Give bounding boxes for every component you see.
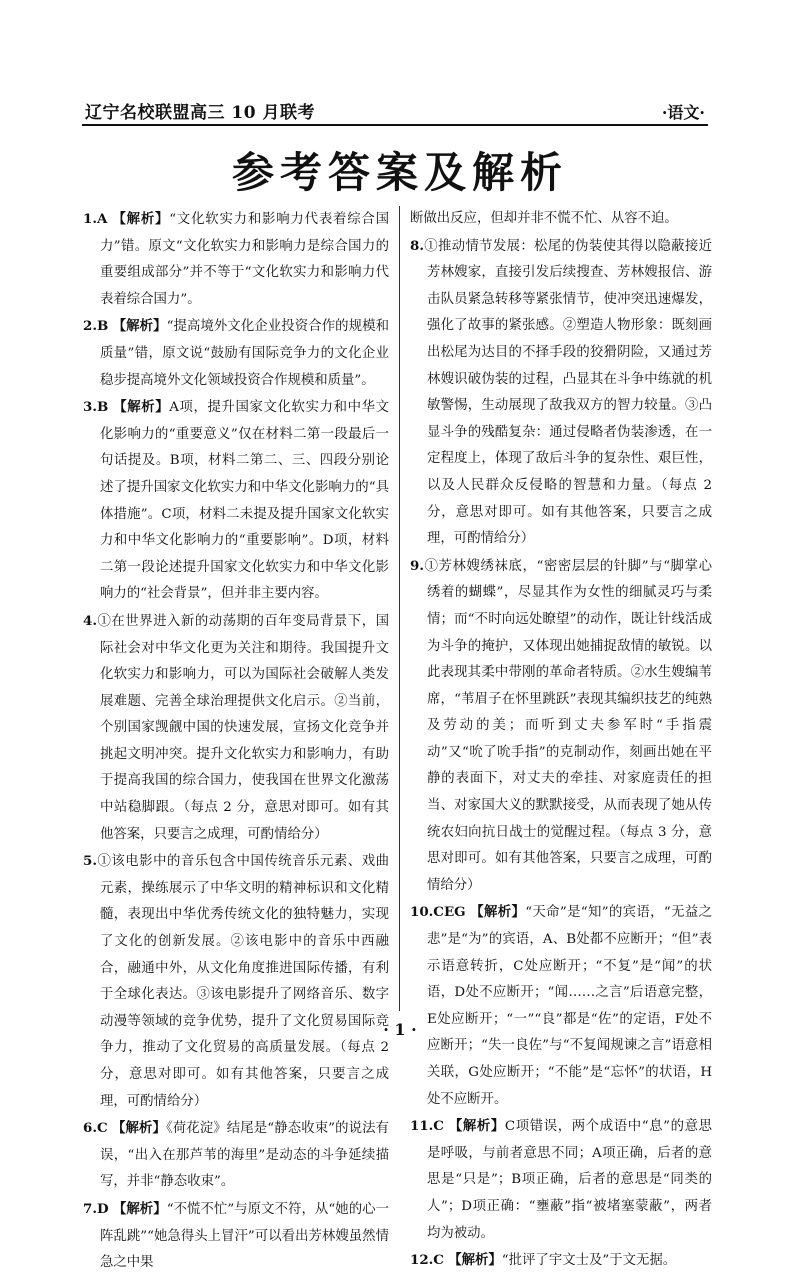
answer-text: “文化软实力和影响力代表着综合国力”错。原文“文化软实力和影响力是综合国力的重要组成部分”并不等于“文化软实力和影响力代表着综合国力”。	[100, 212, 389, 307]
analysis-tag: 【解析】	[448, 1252, 502, 1269]
analysis-tag: 【解析】	[470, 904, 526, 921]
answer-text: “批评了宇文士及”于文无据。	[501, 1253, 677, 1269]
question-number: 7.	[83, 1200, 97, 1217]
answer-text: “提高境外文化企业投资合作的规模和质量”错，原文说“鼓励有国际竞争力的文化企业稳步提高境外文化领域投资合作规模和质量”。	[100, 319, 389, 388]
answer-text: “不慌不忙”与原文不符，从“她的心一阵乱跳”“她急得头上冒汗”可以看出芳林嫂虽然情急之中果	[100, 1201, 389, 1271]
answer-choice: CEG	[433, 904, 466, 921]
answer-item	[83, 848, 389, 1115]
analysis-tag: 【解析】	[113, 399, 170, 416]
answer-text: ①该电影中的音乐包含中国传统音乐元素、戏曲元素，操练展示了中华文明的精神标识和文化精髓，表现出中华优秀传统文化的独特魅力，实现了文化的创新发展。②该电影中的音乐中西融合，融通中外，从文化角度推进国际传播，有利于全球化表达。③该电影提升了网络音乐、数字动漫等领域的竞争优势，提升了文化贸易国际竞争力，推动了文化贸易的高质量发展。（每点 2 分，意思对即可。如有其他答案，只要言之成理，可酌情给分）	[96, 854, 389, 1109]
question-number: 2.	[83, 318, 97, 335]
exam-header-title: 辽宁名校联盟高三 10 月联考	[85, 103, 315, 123]
column-divider	[399, 206, 400, 1011]
answer-item	[410, 1113, 712, 1247]
answer-item	[410, 206, 712, 233]
left-column	[83, 206, 389, 1277]
question-number: 4.	[83, 612, 97, 629]
question-number: 12.	[410, 1252, 434, 1269]
right-column	[410, 206, 712, 1275]
answer-choice: D	[96, 1200, 109, 1217]
answer-item	[83, 1196, 389, 1277]
answer-item	[83, 608, 389, 848]
analysis-tag: 【解析】	[448, 1118, 505, 1135]
answer-text: ①在世界进入新的动荡期的百年变局背景下，国际社会对中华文化更为关注和期待。我国提升文化软实力和影响力，可以为国际社会破解人类发展难题、完善全球治理提供文化启示。②当前，个别国家觊觎中国的快速发展，宣扬文化竞争并挑起文明冲突。提升文化软实力和影响力，有助于提高我国的综合国力，使我国在世界文化激荡中站稳脚跟。（每点 2 分，意思对即可。如有其他答案，只要言之成理，可酌情给分）	[96, 613, 389, 842]
page-number: · 1 ·	[383, 1020, 417, 1039]
answer-text: 断做出反应，但却并非不慌不忙、从容不迫。	[410, 211, 678, 226]
answer-text: A项，提升国家文化软实力和中华文化影响力的“重要意义”仅在材料二第一段最后一句话提及。B项，材料二第二、三、四段分别论述了提升国家文化软实力和中华文化影响力的“具体措施”。C项，材料二未提及提升国家文化软实力和中华文化影响力的“重要影响”。D项，材料二第一段论述提升国家文化软实力和中华文化影响力的“社会背景”，但并非主要内容。	[100, 400, 389, 602]
answer-text: “天命”是“知”的宾语，“无益之悲”是“为”的宾语，A、B处都不应断开；“但”表示语意转折，C处应断开；“不复”是“闻”的状语，D处不应断开；“闻……之言”后语意完整，E处应断开；“一”“良”都是“佐”的定语，F处不应断开；“失一良佐”与“不复闻规谏之言”语意相关联，G处应断开；“不能”是“忘怀”的状语，H处不应断开。	[427, 905, 712, 1107]
answer-text: C项错误，两个成语中“息”的意思是呼吸，与前者意思不同；A项正确，后者的意思是“只是”；B项正确，后者的意思是“同类的人”；D项正确：“壅蔽”指“被堵塞蒙蔽”，两者均为被动。	[427, 1119, 712, 1241]
page-title: 参考答案及解析	[231, 148, 568, 197]
answer-choice: A	[96, 211, 108, 227]
answer-item	[410, 899, 712, 1113]
question-number: 5.	[83, 853, 97, 870]
answer-text: 《荷花淀》结尾是“静态收束”的说法有误，“出入在那芦苇的海里”是动态的斗争延续描写，并非“静态收束”。	[100, 1121, 390, 1190]
answer-item	[83, 394, 389, 608]
analysis-tag: 【解析】	[112, 1120, 167, 1137]
question-number: 1.	[83, 211, 97, 227]
question-number: 10.	[410, 904, 434, 921]
answer-text: ①芳林嫂绣袜底，“密密层层的针脚”与“脚掌心绣着的蝴蝶”，尽显其作为女性的细腻灵巧与柔情；而“不时向远处瞭望”的动作，既让针线活成为斗争的掩护，又体现出她捕捉敌情的敏锐。以此表现其柔中带刚的革命者特质。②水生嫂编苇席，“苇眉子在怀里跳跃”表现其编织技艺的纯熟及劳动的美；而听到丈夫参军时“手指震动”又“吮了吮手指”的克制动作，刻画出她在平静的表面下，对丈夫的牵挂、对家庭责任的担当、对家国大义的默默接受，从而表现了她从传统农妇向抗日战士的觉醒过程。（每点 3 分，意思对即可。如有其他答案，只要言之成理，可酌情给分）	[423, 558, 712, 893]
answer-choice: B	[96, 399, 109, 416]
answer-choice: B	[96, 318, 109, 335]
question-number: 11.	[410, 1118, 434, 1135]
answer-choice: C	[96, 1120, 108, 1137]
answer-item	[410, 233, 712, 553]
answer-text: ①推动情节发展：松尾的伪装使其得以隐蔽接近芳林嫂家，直接引发后续搜查、芳林嫂报信、游击队员紧急转移等紧张情节，使冲突迅速爆发，强化了故事的紧张感。②塑造人物形象：既刻画出松尾为达目的不择手段的狡猾阴险，又通过芳林嫂识破伪装的过程，凸显其在斗争中练就的机敏警惕，生动展现了敌我双方的智力较量。③凸显斗争的残酷复杂：通过侵略者伪装渗透，在一定程度上，体现了敌后斗争的复杂性、艰巨性，以及人民群众反侵略的智慧和力量。（每点 2 分，意思对即可。如有其他答案，只要言之成理，可酌情给分）	[423, 238, 712, 547]
answer-item	[410, 1247, 712, 1275]
answer-item	[83, 313, 389, 394]
question-number: 8.	[410, 237, 424, 254]
answer-item	[83, 1115, 389, 1196]
answer-choice: C	[433, 1252, 444, 1269]
question-number: 6.	[83, 1120, 97, 1137]
question-number: 3.	[83, 399, 97, 416]
analysis-tag: 【解析】	[112, 1200, 167, 1217]
question-number: 9.	[410, 557, 424, 574]
answer-choice: C	[433, 1118, 444, 1135]
analysis-tag: 【解析】	[112, 211, 170, 227]
subject-label: ·语文·	[661, 103, 705, 122]
analysis-tag: 【解析】	[112, 318, 167, 335]
answer-item	[83, 206, 389, 313]
header-divider	[82, 124, 708, 126]
answer-item	[410, 553, 712, 900]
